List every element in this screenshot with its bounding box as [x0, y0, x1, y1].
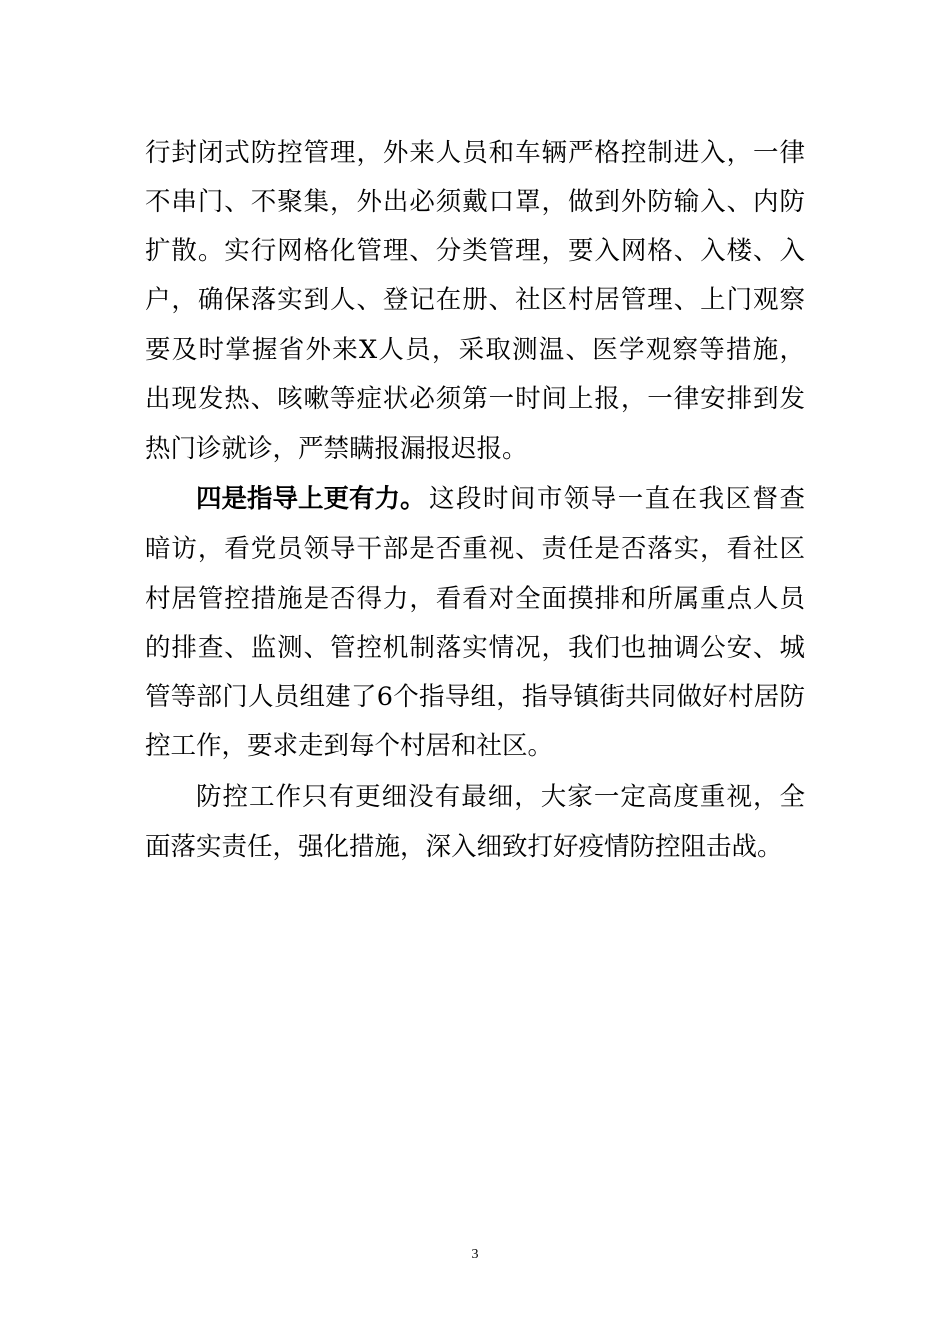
text-line: 防控工作只有更细没有最细，大家一定高度重视，全: [196, 782, 805, 812]
text-line: 村居管控措施是否得力，看看对全面摸排和所属重点人员: [145, 584, 805, 614]
text-line: 热门诊就诊，严禁瞒报漏报迟报。: [145, 434, 528, 464]
text-line: 管等部门人员组建了6个指导组，指导镇街共同做好村居防: [145, 682, 805, 712]
text-line: 户，确保落实到人、登记在册、社区村居管理、上门观察: [145, 285, 805, 315]
text-line: 行封闭式防控管理，外来人员和车辆严格控制进入，一律: [145, 138, 805, 168]
text-line: 这段时间市领导一直在我区督查: [429, 484, 805, 514]
page-number: 3: [471, 1247, 479, 1262]
paragraph-1-line-1: [0, 128, 950, 178]
paragraph-1-line-2: [0, 177, 950, 227]
paragraph-2-line-3: [0, 574, 950, 624]
text-line: 暗访，看党员领导干部是否重视、责任是否落实，看社区: [145, 534, 805, 564]
paragraph-1-line-5: [0, 325, 950, 375]
text-line: 不串门、不聚集，外出必须戴口罩，做到外防输入、内防: [145, 187, 805, 217]
paragraph-2-line-4: [0, 623, 950, 673]
paragraph-2-line-1: [0, 474, 950, 524]
text-line: 面落实责任，强化措施，深入细致打好疫情防控阻击战。: [145, 832, 783, 862]
paragraph-2-line-5: [0, 672, 950, 722]
paragraph-3-line-1: [0, 772, 950, 822]
text-line: 控工作，要求走到每个村居和社区。: [145, 731, 554, 761]
section-heading: 四是指导上更有力。: [196, 484, 426, 514]
paragraph-3-line-2: [0, 822, 950, 872]
paragraph-1-line-3: [0, 226, 950, 276]
paragraph-2-line-6: [0, 721, 950, 771]
paragraph-1-line-6: [0, 374, 950, 424]
text-line: 出现发热、咳嗽等症状必须第一时间上报，一律安排到发: [145, 384, 805, 414]
paragraph-1-line-4: [0, 275, 950, 325]
paragraph-2-line-2: [0, 524, 950, 574]
text-line: 的排查、监测、管控机制落实情况，我们也抽调公安、城: [145, 633, 805, 663]
text-line: 要及时掌握省外来X人员，采取测温、医学观察等措施，: [145, 335, 805, 365]
text-line: 扩散。实行网格化管理、分类管理，要入网格、入楼、入: [145, 236, 805, 266]
paragraph-1-line-7: [0, 424, 950, 474]
